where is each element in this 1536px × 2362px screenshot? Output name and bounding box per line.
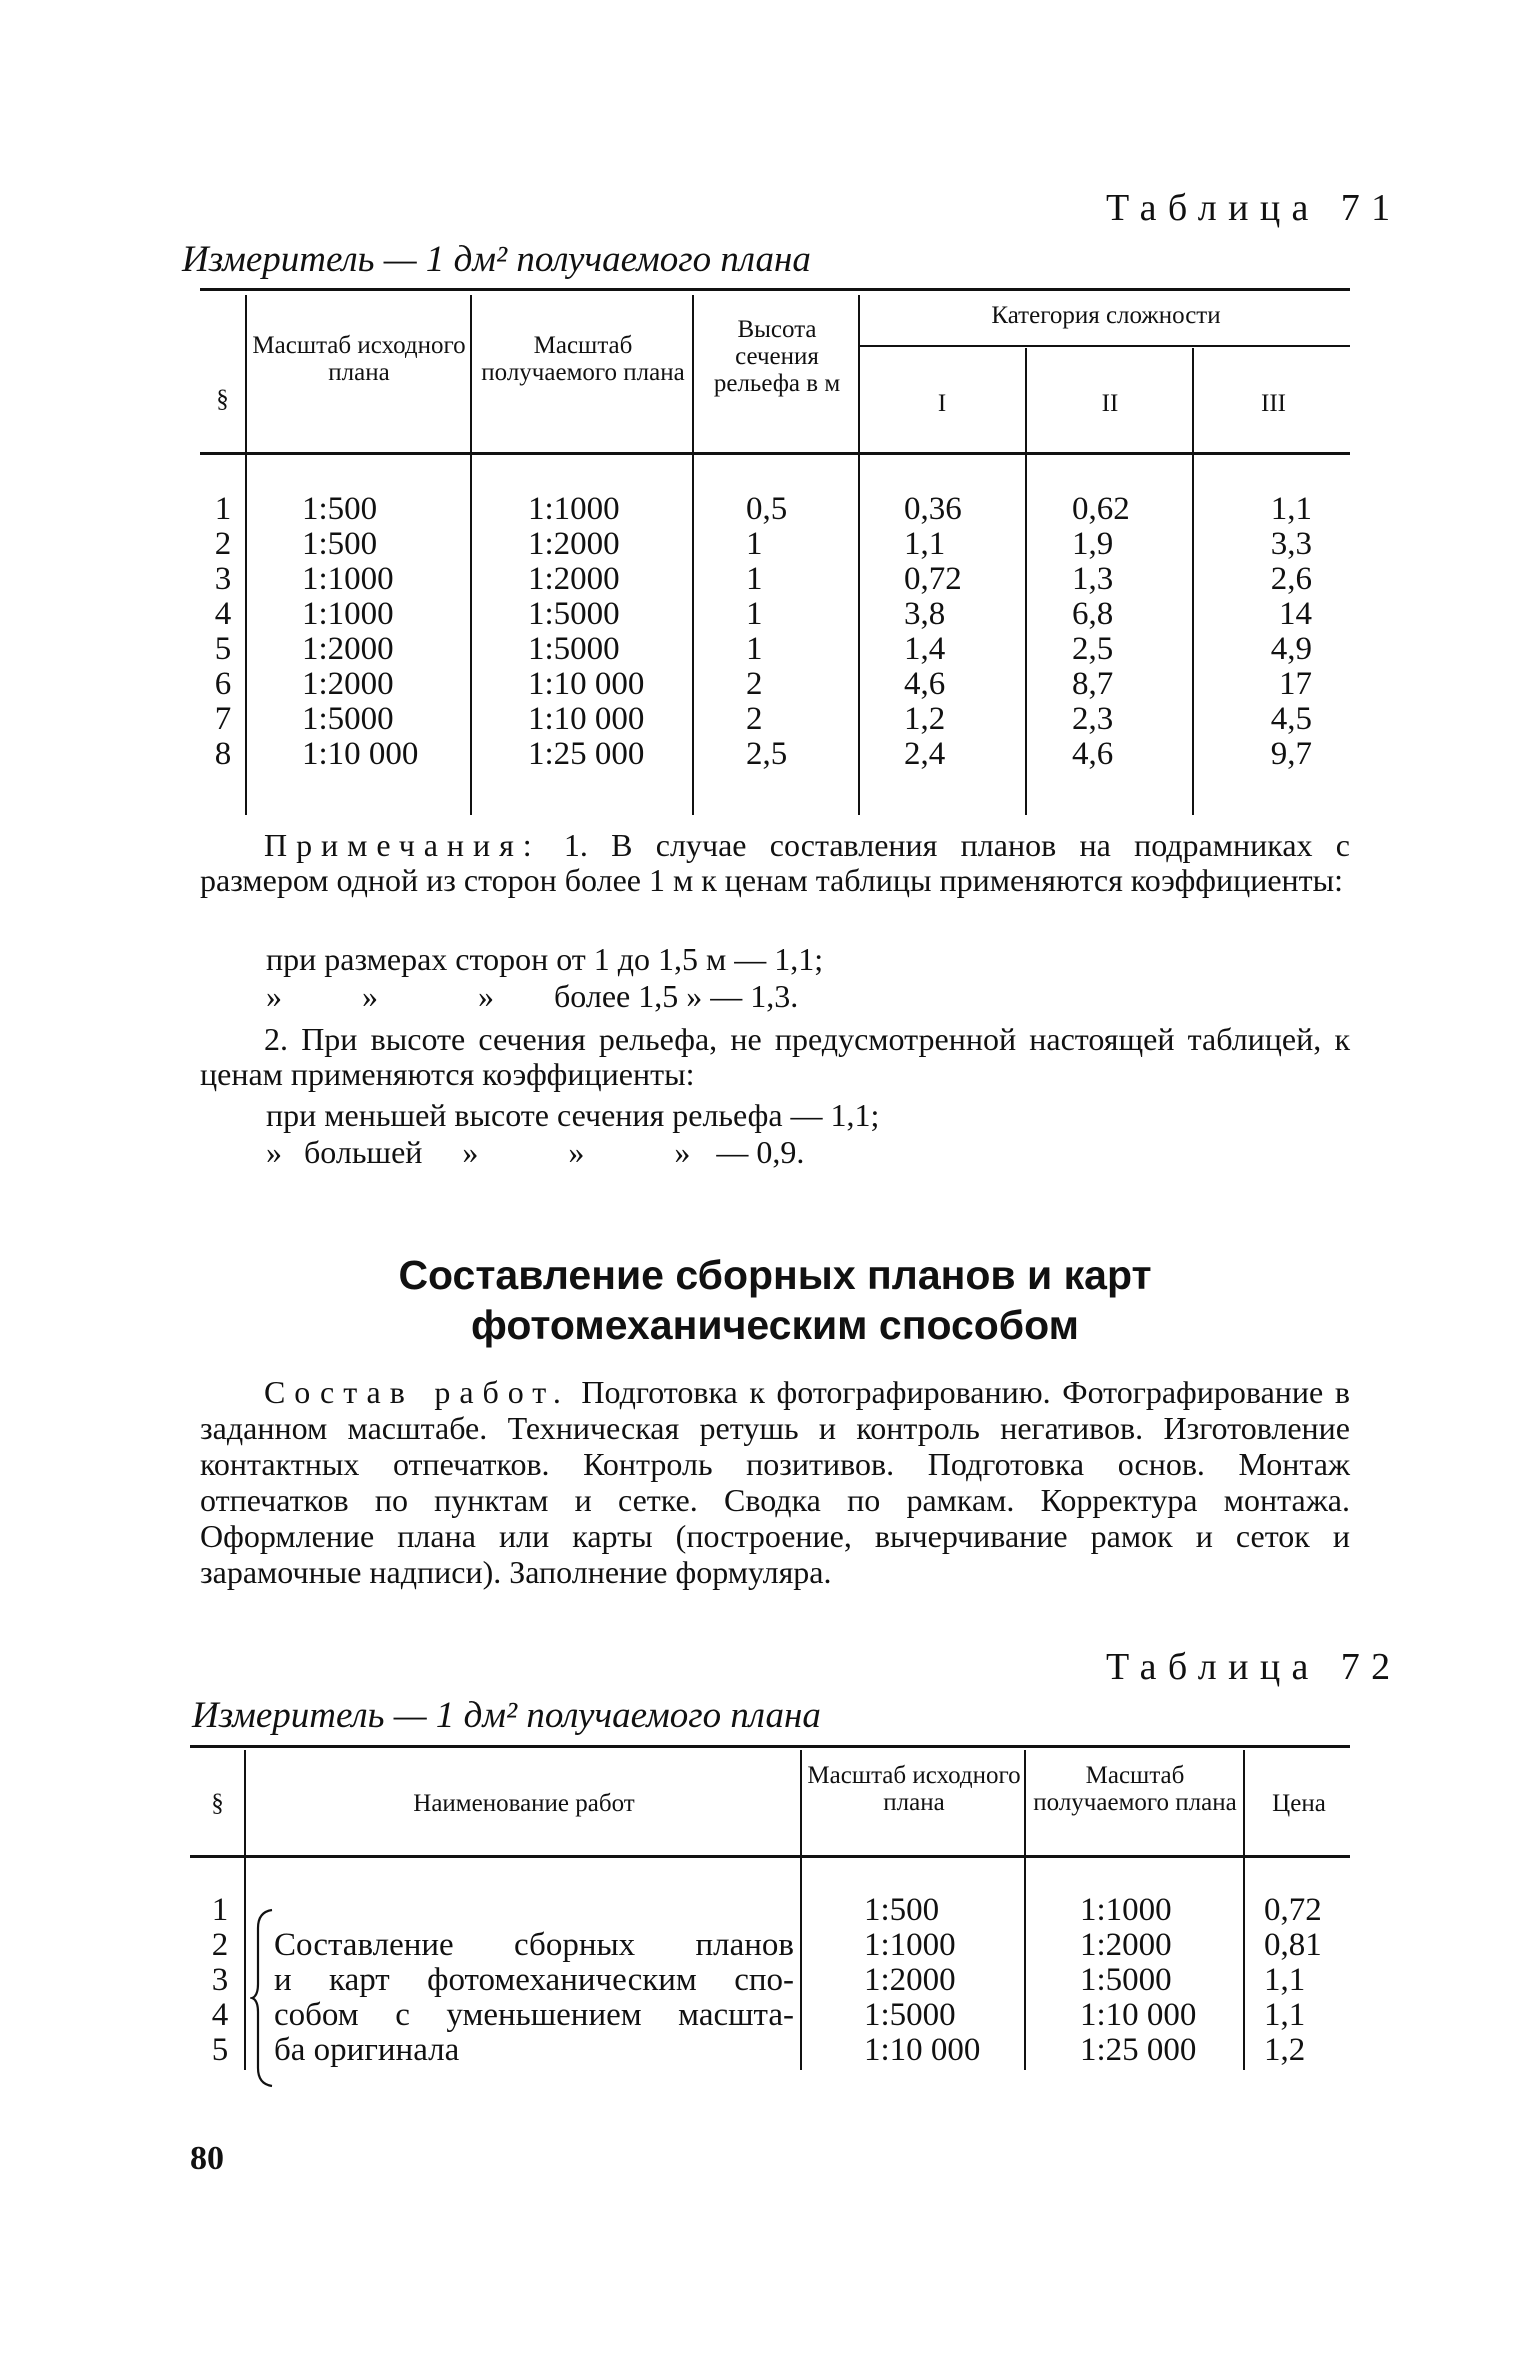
table72-cell-price: 0,81 (1264, 1927, 1322, 1963)
table72-cell-sect: 3 (211, 1962, 229, 1998)
table71-title: Таблица 71 (1106, 187, 1402, 229)
table72-cell-dst: 1:10 000 (1080, 1997, 1197, 2033)
table71-cell-sect: 6 (214, 666, 232, 702)
table71-top-rule (200, 288, 1350, 291)
table71-cell-cat1: 0,72 (904, 561, 962, 597)
table72-top-rule (190, 1745, 1350, 1748)
table72-work-name-line: и карт фотомеханическим спо- (274, 1962, 794, 1998)
table71-cell-cat1: 4,6 (904, 666, 946, 702)
table71-col-dst (528, 492, 644, 772)
table71-cell-cat2: 1,9 (1072, 526, 1114, 562)
table71-cell-cat2: 4,6 (1072, 736, 1114, 772)
table71-cell-height: 2 (746, 666, 763, 702)
table71-cell-dst: 1:10 000 (528, 701, 645, 737)
table71-measure: Измеритель — 1 дм² получаемого плана (182, 239, 811, 280)
table71-cell-src: 1:2000 (302, 666, 394, 702)
table71-header-cat1: I (937, 390, 947, 417)
table72-col-price (1264, 1893, 1322, 2068)
table71-cell-cat3: 4,9 (1270, 631, 1312, 667)
table71-cell-cat1: 1,2 (904, 701, 946, 737)
table71-cell-cat2: 8,7 (1072, 666, 1114, 702)
table71-col-src (302, 492, 418, 772)
table71-cell-cat2: 6,8 (1072, 596, 1114, 632)
table71-cell-cat3: 2,6 (1270, 561, 1312, 597)
note-2-line2: » большей » » » — 0,9. (266, 1134, 805, 1170)
table71-cell-src: 1:2000 (302, 631, 394, 667)
table71-cell-dst: 1:2000 (528, 561, 620, 597)
table71-cell-src: 1:1000 (302, 561, 394, 597)
table72-cell-dst: 1:2000 (1080, 1927, 1172, 1963)
note-1-line2: » » » более 1,5 » — 1,3. (266, 978, 799, 1014)
table71-cell-sect: 4 (214, 596, 232, 632)
table71-col-cat3 (1242, 492, 1312, 772)
table72-col-src (864, 1893, 980, 2068)
table71-cell-src: 1:1000 (302, 596, 394, 632)
table71-cell-cat3: 1,1 (1270, 491, 1312, 527)
table72-cell-dst: 1:25 000 (1080, 2032, 1197, 2068)
table72-cell-price: 1,1 (1264, 1962, 1306, 1998)
table71-cell-height: 1 (746, 561, 763, 597)
table71-cell-dst: 1:2000 (528, 526, 620, 562)
table72-cell-price: 0,72 (1264, 1892, 1322, 1928)
table71-vline (1192, 348, 1194, 815)
table72-measure: Измеритель — 1 дм² получаемого плана (192, 1695, 821, 1736)
table71-cell-cat3: 17 (1279, 666, 1312, 702)
table71-cell-dst: 1:5000 (528, 596, 620, 632)
table71-cell-src: 1:10 000 (302, 736, 419, 772)
table72-cell-sect: 5 (211, 2032, 229, 2068)
table72-header-src: Масштаб исходного плана (807, 1762, 1021, 1816)
table71-cell-sect: 3 (214, 561, 232, 597)
table71-cell-sect: 8 (214, 736, 232, 772)
table72-col-dst (1080, 1893, 1196, 2068)
note-1-line1: при размерах сторон от 1 до 1,5 м — 1,1; (266, 941, 824, 977)
table71-col-cat1 (904, 492, 962, 772)
table71-col-sect (208, 492, 238, 772)
section-heading: Составление сборных планов и карт фотомеханическим способом (398, 1252, 1152, 1348)
table72-title: Таблица 72 (1106, 1646, 1402, 1688)
table71-cell-cat1: 1,4 (904, 631, 946, 667)
table71-header-cat2: II (1101, 390, 1119, 417)
table71-cell-height: 1 (746, 596, 763, 632)
table71-header-src: Масштаб исходного плана (252, 332, 466, 386)
table72-vline (244, 1750, 246, 2070)
table71-cell-cat1: 3,8 (904, 596, 946, 632)
table71-cell-dst: 1:25 000 (528, 736, 645, 772)
table72-cell-src: 1:500 (864, 1892, 940, 1928)
table72-cell-sect: 2 (211, 1927, 229, 1963)
table72-work-name-line: ба оригинала (274, 2032, 460, 2068)
table71-cell-sect: 2 (214, 526, 232, 562)
table72-header-sect: § (211, 1790, 224, 1817)
table72-header-price: Цена (1272, 1790, 1326, 1817)
table72-cell-sect: 4 (211, 1997, 229, 2033)
table71-cell-dst: 1:5000 (528, 631, 620, 667)
table72-vline (1243, 1750, 1245, 2070)
table71-cell-cat2: 0,62 (1072, 491, 1130, 527)
table71-cell-cat3: 4,5 (1270, 701, 1312, 737)
table71-vline (858, 295, 860, 815)
table71-col-height (746, 492, 787, 772)
table72-work-name-line: Составление сборных планов (274, 1927, 794, 1963)
table72-cell-src: 1:10 000 (864, 2032, 981, 2068)
table71-vline (470, 295, 472, 815)
table72-cell-price: 1,2 (1264, 2032, 1306, 2068)
table71-cell-cat3: 3,3 (1270, 526, 1312, 562)
table71-cell-height: 1 (746, 526, 763, 562)
table71-category-rule (860, 345, 1350, 347)
note-2: 2. При высоте сечения рельефа, не предусмотренной настоящей таблицей, к ценам применяются коэффициенты: (200, 1021, 1350, 1092)
table71-col-cat2 (1072, 492, 1130, 772)
table71-cell-cat3: 14 (1279, 596, 1312, 632)
table71-cell-sect: 7 (214, 701, 232, 737)
table71-cell-height: 2 (746, 701, 763, 737)
table71-cell-src: 1:500 (302, 491, 378, 527)
table71-cell-sect: 1 (214, 491, 232, 527)
table71-cell-src: 1:500 (302, 526, 378, 562)
table71-header-dst: Масштаб получаемого плана (481, 332, 685, 386)
table71-header-cat3: III (1261, 390, 1286, 417)
table72-work-name (274, 1928, 794, 2068)
table71-cell-src: 1:5000 (302, 701, 394, 737)
table71-vline (245, 295, 247, 815)
table72-cell-dst: 1:1000 (1080, 1892, 1172, 1928)
work-composition: Состав работ. Подготовка к фотографированию. Фотографирование в заданном масштабе. Техническая ретушь и контроль негативов. Изготовление контактных отпечатков. Контроль позитивов. Подготовка основ. Монтаж отпечатков по пунктам и сетке. Сводка по рамкам. Корректура монтажа. Оформление плана или карты (построение, вычерчивание рамок и сеток и зарамочные надписи). Заполнение формуляра. (200, 1374, 1351, 1590)
table71-cell-cat1: 2,4 (904, 736, 946, 772)
table72-cell-dst: 1:5000 (1080, 1962, 1172, 1998)
brace-icon (250, 1908, 276, 2088)
table72-cell-price: 1,1 (1264, 1997, 1306, 2033)
table71-cell-cat1: 0,36 (904, 491, 962, 527)
table71-cell-dst: 1:10 000 (528, 666, 645, 702)
table71-header-sect: § (216, 386, 229, 413)
table71-cell-dst: 1:1000 (528, 491, 620, 527)
table72-header-dst: Масштаб получаемого плана (1033, 1762, 1237, 1816)
table72-vline (800, 1750, 802, 2070)
table71-vline (1025, 348, 1027, 815)
table72-vline (1024, 1750, 1026, 2070)
table71-cell-height: 1 (746, 631, 763, 667)
table72-cell-sect: 1 (211, 1892, 229, 1928)
table72-work-name-line: собом с уменьшением масшта- (274, 1997, 794, 2033)
table71-cell-cat3: 9,7 (1270, 736, 1312, 772)
table71-vline (692, 295, 694, 815)
note-1: Примечания: 1. В случае составления планов на подрамниках с размером одной из сторон более 1 м к ценам таблицы применяются коэффициенты: (200, 827, 1350, 898)
table71-cell-cat1: 1,1 (904, 526, 946, 562)
table71-cell-cat2: 2,3 (1072, 701, 1114, 737)
table71-cell-cat2: 2,5 (1072, 631, 1114, 667)
table72-cell-src: 1:2000 (864, 1962, 956, 1998)
table72-header-name: Наименование работ (413, 1790, 635, 1817)
table71-cell-height: 2,5 (746, 736, 788, 772)
table71-cell-cat2: 1,3 (1072, 561, 1114, 597)
page-number: 80 (190, 2140, 224, 2177)
note-2-line1: при меньшей высоте сечения рельефа — 1,1; (266, 1097, 880, 1133)
table71-cell-height: 0,5 (746, 491, 788, 527)
table72-col-sect (205, 1893, 235, 2068)
table71-header-height: Высота сечения рельефа в м (713, 316, 841, 397)
table71-cell-sect: 5 (214, 631, 232, 667)
table72-header-rule (190, 1855, 1350, 1858)
table71-header-rule (200, 452, 1350, 455)
table72-cell-src: 1:1000 (864, 1927, 956, 1963)
table72-cell-src: 1:5000 (864, 1997, 956, 2033)
table71-header-category: Категория сложности (991, 302, 1221, 329)
